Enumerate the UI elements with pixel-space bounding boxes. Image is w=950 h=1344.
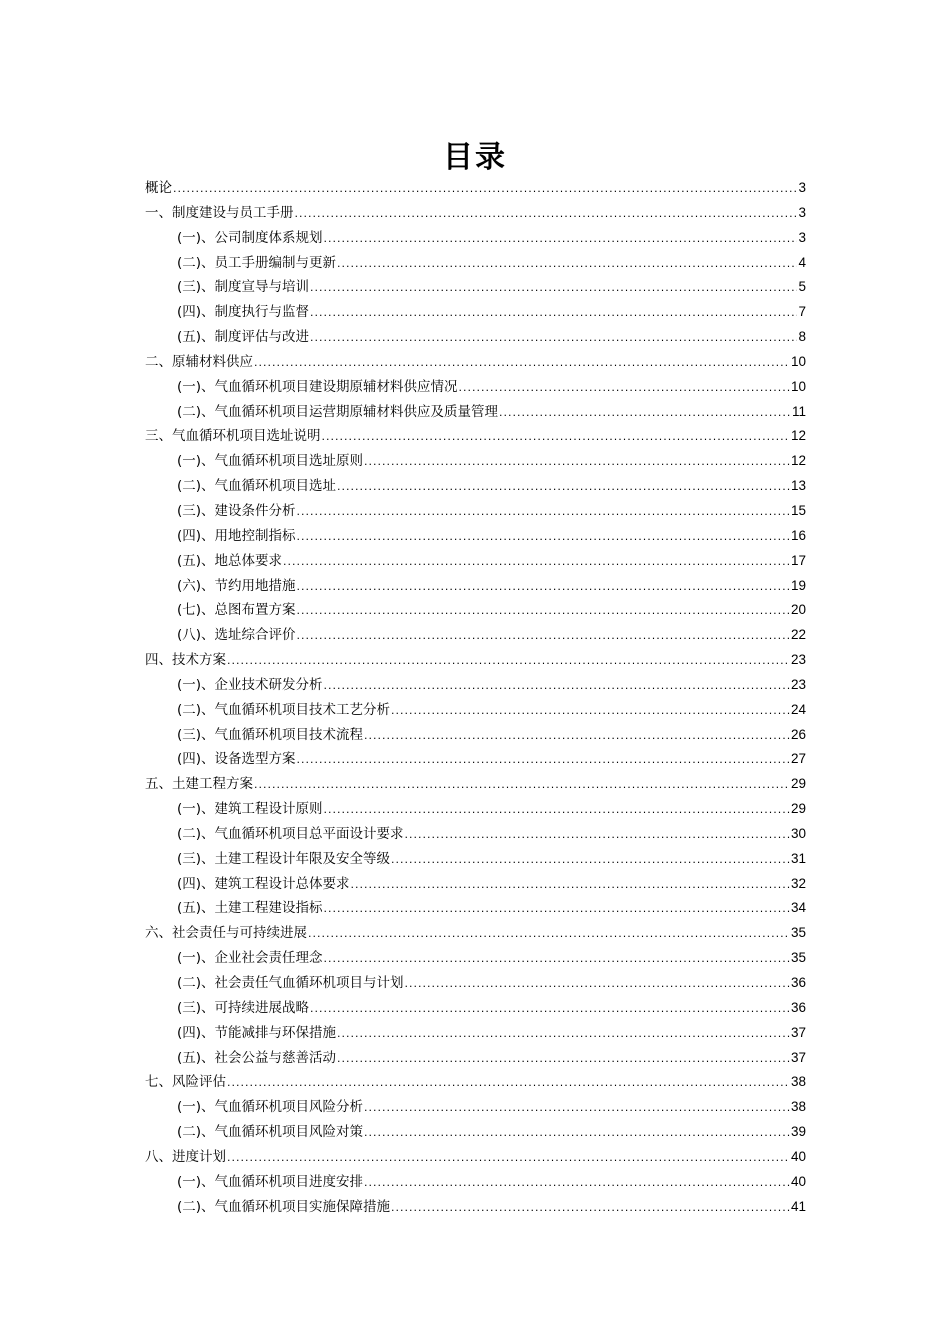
toc-entry-page-number: 36 [790,999,806,1015]
toc-entry[interactable] [145,946,806,971]
toc-entry-page-number: 37 [790,1024,806,1040]
toc-entry-page-number: 41 [790,1198,806,1214]
toc-entry-label: (一)、气血循环机项目进度安排 [177,1173,364,1190]
dot-leader [322,425,790,450]
toc-entry-page-number: 38 [790,1099,806,1115]
dot-leader [297,599,790,624]
toc-entry[interactable] [145,449,806,474]
toc-entry[interactable] [145,275,806,300]
toc-entry-page-number: 29 [790,776,806,792]
toc-entry-page-number: 23 [790,676,806,692]
toc-entry-page-number: 19 [790,577,806,593]
dot-leader [337,1047,790,1072]
dot-leader [310,276,797,301]
toc-entry[interactable] [145,698,806,723]
toc-entry-page-number: 34 [790,900,806,916]
dot-leader [254,773,790,798]
toc-entry-label: (二)、员工手册编制与更新 [177,254,337,271]
toc-entry-page-number: 35 [790,925,806,941]
toc-entry-page-number: 29 [790,801,806,817]
toc-entry-label: (二)、气血循环机项目实施保障措施 [177,1198,391,1215]
toc-entry[interactable] [145,375,806,400]
toc-entry[interactable] [145,598,806,623]
toc-entry[interactable] [145,1070,806,1095]
toc-entry-label: (一)、企业社会责任理念 [177,950,323,967]
toc-entry[interactable] [145,1170,806,1195]
toc-entry-label: (五)、社会公益与慈善活动 [177,1049,337,1066]
toc-entry[interactable] [145,673,806,698]
toc-entry[interactable] [145,176,806,201]
toc-entry-label: (三)、建设条件分析 [177,502,296,519]
toc-entry-label: (一)、气血循环机项目风险分析 [177,1099,364,1116]
dot-leader [310,326,797,351]
toc-entry[interactable] [145,1145,806,1170]
toc-entry-label: (四)、节能减排与环保措施 [177,1024,337,1041]
toc-entry[interactable] [145,648,806,673]
toc-entry[interactable] [145,549,806,574]
toc-entry-label: (七)、总图布置方案 [177,602,296,619]
toc-entry-label: 一、制度建设与员工手册 [145,204,294,221]
dot-leader [337,1022,790,1047]
toc-entry[interactable] [145,201,806,226]
toc-entry-label: (五)、土建工程建设指标 [177,900,323,917]
toc-entry-page-number: 7 [798,304,806,320]
toc-entry[interactable] [145,226,806,251]
toc-entry[interactable] [145,996,806,1021]
dot-leader [405,972,790,997]
toc-entry-page-number: 3 [798,180,806,195]
toc-entry-label: (四)、建筑工程设计总体要求 [177,875,350,892]
dot-leader [364,450,790,475]
dot-leader [337,252,797,277]
toc-entry-label: (五)、制度评估与改进 [177,329,310,346]
toc-entry-page-number: 12 [790,428,806,444]
toc-entry-label: (四)、设备选型方案 [177,751,296,768]
dot-leader [499,401,791,426]
dot-leader [324,674,790,699]
dot-leader [254,351,790,376]
toc-entry-page-number: 8 [798,329,806,345]
toc-entry[interactable] [145,300,806,325]
toc-entry-label: (三)、土建工程设计年限及安全等级 [177,850,391,867]
toc-entry[interactable] [145,797,806,822]
toc-entry[interactable] [145,723,806,748]
dot-leader [364,1096,790,1121]
dot-leader [391,699,790,724]
toc-entry-page-number: 16 [790,527,806,543]
dot-leader [283,550,790,575]
toc-entry-page-number: 3 [798,229,806,245]
toc-entry-page-number: 37 [790,1049,806,1065]
dot-leader [405,823,790,848]
toc-entry-label: (一)、建筑工程设计原则 [177,801,323,818]
toc-entry-label: (二)、社会责任气血循环机项目与计划 [177,975,404,991]
toc-entry[interactable] [145,424,806,449]
toc-title: 目录 [443,140,507,175]
dot-leader [310,301,797,326]
dot-leader [324,798,790,823]
toc-entry[interactable] [145,251,806,276]
toc-entry-page-number: 31 [790,850,806,866]
dot-leader [310,997,790,1022]
dot-leader [391,1196,790,1221]
toc-entry[interactable] [145,747,806,772]
toc-entry-page-number: 32 [790,875,806,891]
dot-leader [227,649,790,674]
toc-entry[interactable] [145,400,806,425]
toc-entry-label: 七、风险评估 [145,1074,226,1091]
toc-entry-label: (二)、气血循环机项目选址 [177,478,337,495]
dot-leader [227,1071,790,1096]
toc-entry[interactable] [145,623,806,648]
toc-entry-label: 概论 [145,180,172,196]
dot-leader [297,575,790,600]
dot-leader [391,848,790,873]
toc-entry[interactable] [145,921,806,946]
toc-entry-label: (三)、制度宣导与培训 [177,279,310,296]
toc-entry-page-number: 15 [790,502,806,518]
toc-entry-label: 三、气血循环机项目选址说明 [145,428,321,445]
toc-entry-page-number: 20 [790,602,806,618]
toc-entry-page-number: 36 [790,975,806,990]
toc-entry-page-number: 11 [791,403,806,419]
toc-entry-page-number: 39 [790,1124,806,1140]
dot-leader [324,227,798,252]
table-of-contents [145,176,806,1219]
toc-entry-label: (一)、企业技术研发分析 [177,676,323,693]
toc-entry-label: (三)、可持续进展战略 [177,999,310,1016]
toc-entry-label: (八)、选址综合评价 [177,627,296,644]
dot-leader [351,873,790,898]
toc-entry[interactable] [145,574,806,599]
dot-leader [364,724,790,749]
toc-entry[interactable] [145,1021,806,1046]
dot-leader [324,947,790,972]
toc-entry-page-number: 26 [790,726,806,742]
toc-entry-page-number: 30 [790,825,806,841]
toc-entry-label: (一)、气血循环机项目选址原则 [177,453,364,470]
toc-entry-page-number: 12 [790,453,806,469]
toc-entry-page-number: 35 [790,950,806,966]
toc-entry[interactable] [145,524,806,549]
toc-entry[interactable] [145,350,806,375]
toc-entry[interactable] [145,1120,806,1145]
toc-entry[interactable] [145,772,806,797]
dot-leader [297,525,790,550]
toc-entry-page-number: 5 [798,279,806,295]
toc-entry-label: (二)、气血循环机项目运营期原辅材料供应及质量管理 [177,403,499,420]
toc-entry-label: (二)、气血循环机项目技术工艺分析 [177,701,391,718]
toc-entry-page-number: 4 [798,254,806,270]
toc-entry[interactable] [145,971,806,996]
toc-entry-label: (三)、气血循环机项目技术流程 [177,726,364,743]
dot-leader [459,376,790,401]
toc-entry-page-number: 13 [790,478,806,494]
toc-entry-page-number: 10 [790,378,806,394]
toc-entry[interactable] [145,499,806,524]
toc-entry-page-number: 17 [790,552,806,568]
toc-entry[interactable] [145,474,806,499]
toc-entry-page-number: 40 [790,1173,806,1189]
toc-entry-label: (五)、地总体要求 [177,552,283,569]
toc-entry-label: (四)、用地控制指标 [177,527,296,544]
dot-leader [297,500,790,525]
dot-leader [324,897,790,922]
toc-entry-label: (二)、气血循环机项目总平面设计要求 [177,825,404,842]
toc-entry-label: (四)、制度执行与监督 [177,304,310,321]
toc-entry-label: (一)、气血循环机项目建设期原辅材料供应情况 [177,378,458,395]
dot-leader [173,177,797,202]
toc-entry-label: 六、社会责任与可持续进展 [145,925,307,942]
toc-entry-label: 四、技术方案 [145,652,226,669]
dot-leader [337,475,790,500]
toc-entry-page-number: 24 [790,701,806,717]
dot-leader [297,624,790,649]
toc-entry-label: (二)、气血循环机项目风险对策 [177,1124,364,1141]
dot-leader [364,1121,790,1146]
toc-entry-page-number: 38 [790,1074,806,1090]
toc-entry[interactable] [145,1095,806,1120]
toc-entry-page-number: 10 [790,353,806,369]
toc-entry-label: 八、进度计划 [145,1148,226,1165]
toc-entry-label: 二、原辅材料供应 [145,353,253,370]
toc-entry[interactable] [145,872,806,897]
toc-entry-page-number: 23 [790,652,806,668]
toc-entry[interactable] [145,847,806,872]
toc-entry-label: (六)、节约用地措施 [177,577,296,594]
toc-entry-label: (一)、公司制度体系规划 [177,229,323,246]
toc-entry-label: 五、土建工程方案 [145,776,253,793]
toc-entry[interactable] [145,1046,806,1071]
toc-entry[interactable] [145,1195,806,1220]
dot-leader [295,202,798,227]
toc-entry-page-number: 3 [798,204,806,220]
dot-leader [308,922,790,947]
dot-leader [364,1171,790,1196]
dot-leader [297,748,790,773]
toc-entry[interactable] [145,325,806,350]
toc-entry-page-number: 22 [790,627,806,643]
toc-entry-page-number: 27 [790,751,806,767]
toc-entry[interactable] [145,822,806,847]
dot-leader [227,1146,790,1171]
toc-entry[interactable] [145,896,806,921]
toc-entry-page-number: 40 [790,1148,806,1164]
